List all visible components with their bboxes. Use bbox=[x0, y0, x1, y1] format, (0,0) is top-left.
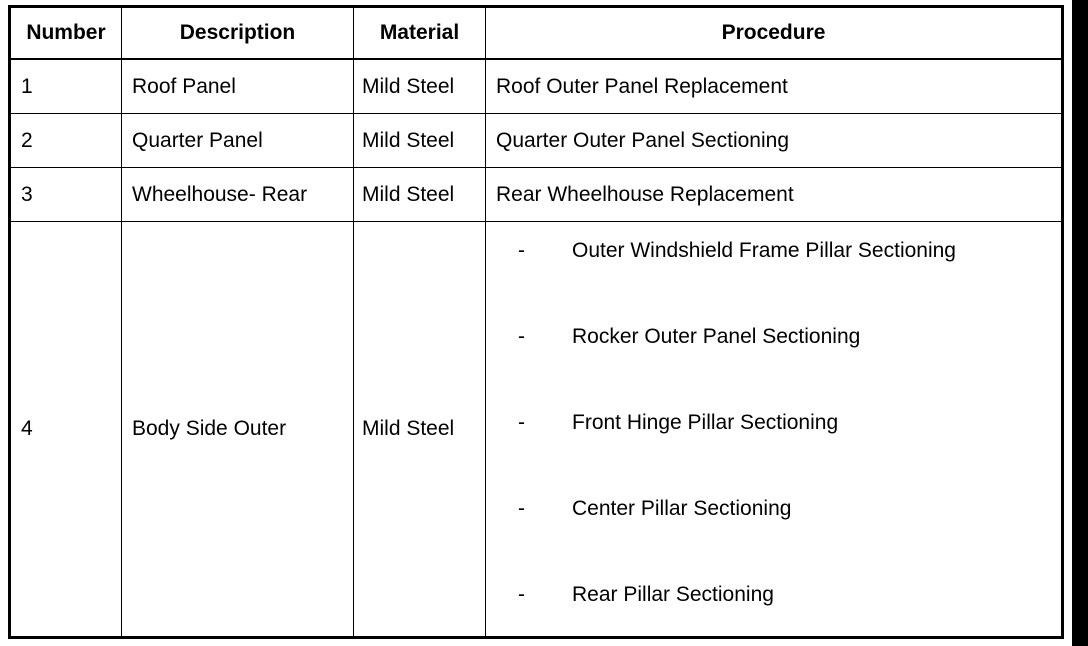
bullet-dash: - bbox=[518, 325, 525, 348]
cell-number: 1 bbox=[10, 59, 122, 114]
cell-description: Quarter Panel bbox=[122, 114, 354, 168]
list-item bbox=[496, 406, 1061, 492]
procedure-step: Outer Windshield Frame Pillar Sectioning bbox=[572, 239, 956, 262]
list-item bbox=[496, 234, 1061, 320]
table-row bbox=[10, 222, 1063, 638]
bullet-dash: - bbox=[518, 497, 525, 520]
parts-table bbox=[8, 5, 1064, 639]
header-procedure: Procedure bbox=[486, 7, 1063, 60]
cell-material: Mild Steel bbox=[354, 114, 486, 168]
header-description: Description bbox=[122, 7, 354, 60]
header-material: Material bbox=[354, 7, 486, 60]
table-row bbox=[10, 168, 1063, 222]
cell-number: 4 bbox=[10, 222, 122, 638]
cell-procedure: Quarter Outer Panel Sectioning bbox=[486, 114, 1063, 168]
cell-material: Mild Steel bbox=[354, 168, 486, 222]
cell-description: Wheelhouse- Rear bbox=[122, 168, 354, 222]
cell-material: Mild Steel bbox=[354, 59, 486, 114]
list-item bbox=[496, 320, 1061, 406]
cell-number: 2 bbox=[10, 114, 122, 168]
cell-description: Body Side Outer bbox=[122, 222, 354, 638]
list-item bbox=[496, 492, 1061, 578]
procedure-step: Rear Pillar Sectioning bbox=[572, 583, 774, 606]
bullet-dash: - bbox=[518, 239, 525, 262]
bullet-dash: - bbox=[518, 583, 525, 606]
list-item bbox=[496, 578, 1061, 624]
table-row bbox=[10, 59, 1063, 114]
procedure-step: Front Hinge Pillar Sectioning bbox=[572, 411, 839, 434]
cell-number: 3 bbox=[10, 168, 122, 222]
cell-material: Mild Steel bbox=[354, 222, 486, 638]
bullet-dash: - bbox=[518, 411, 525, 434]
table-row bbox=[10, 114, 1063, 168]
procedure-list bbox=[496, 234, 1061, 624]
table-header-row bbox=[10, 7, 1063, 60]
cell-procedure-list bbox=[486, 222, 1063, 638]
procedure-step: Center Pillar Sectioning bbox=[572, 497, 792, 520]
cell-description: Roof Panel bbox=[122, 59, 354, 114]
procedure-step: Rocker Outer Panel Sectioning bbox=[572, 325, 861, 348]
cell-procedure: Rear Wheelhouse Replacement bbox=[486, 168, 1063, 222]
cell-procedure: Roof Outer Panel Replacement bbox=[486, 59, 1063, 114]
header-number: Number bbox=[10, 7, 122, 60]
